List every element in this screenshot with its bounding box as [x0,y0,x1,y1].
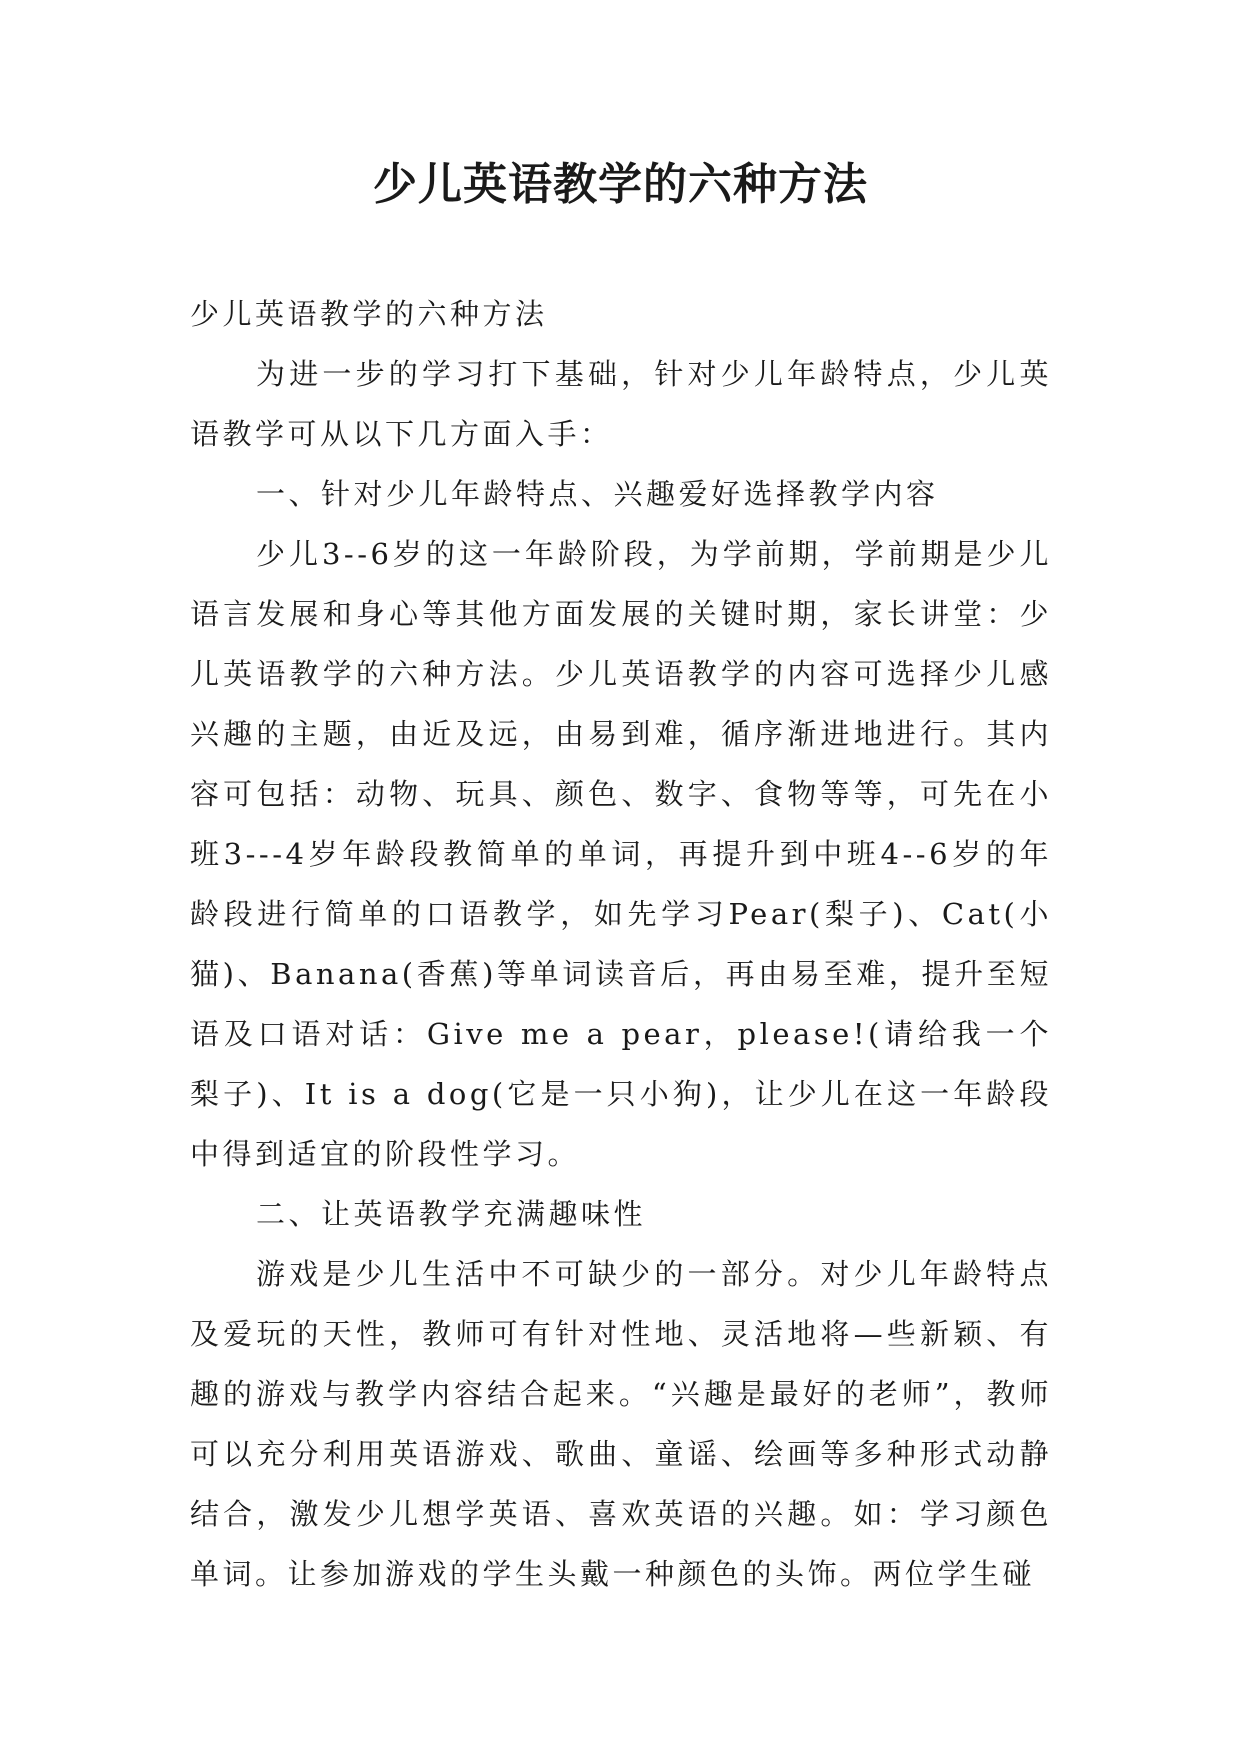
section-heading: 二、让英语教学充满趣味性 [256,1197,647,1231]
paragraph: 游戏是少儿生活中不可缺少的一部分。对少儿年龄特点及爱玩的天性，教师可有针对性地、灵活地将—些新颖、有趣的游戏与教学内容结合起来。“兴趣是最好的老师”，教师可以充分利用英语游戏、歌曲、童谣、绘画等多种形式动静结合，激发少儿想学英语、喜欢英语的兴趣。如：学习颜色单词。让参加游戏的学生头戴一种颜色的头饰。两位学生碰 [190,1257,1052,1591]
document-title: 少儿英语教学的六种方法 [373,159,868,210]
paragraph: 少儿3--6岁的这一年龄阶段，为学前期，学前期是少儿语言发展和身心等其他方面发展的关键时期，家长讲堂：少儿英语教学的六种方法。少儿英语教学的内容可选择少儿感兴趣的主题，由近及远，由易到难，循序渐进地进行。其内容可包括：动物、玩具、颜色、数字、食物等等，可先在小班3---4岁年龄段教简单的单词，再提升到中班4--6岁的年龄段进行简单的口语教学，如先学习Pear(梨子)、Cat(小猫)、Banana(香蕉)等单词读音后，再由易至难，提升至短语及口语对话：Give me a pear，please!(请给我一个梨子)、It is a dog(它是一只小狗)，让少儿在这一年龄段中得到适宜的阶段性学习。 [190,537,1052,1171]
section-heading: 一、针对少儿年龄特点、兴趣爱好选择教学内容 [256,477,939,511]
paragraph: 少儿英语教学的六种方法 [190,297,548,331]
document-body [190,284,1052,1604]
paragraph: 为进一步的学习打下基础，针对少儿年龄特点，少儿英语教学可从以下几方面入手： [190,357,1052,451]
